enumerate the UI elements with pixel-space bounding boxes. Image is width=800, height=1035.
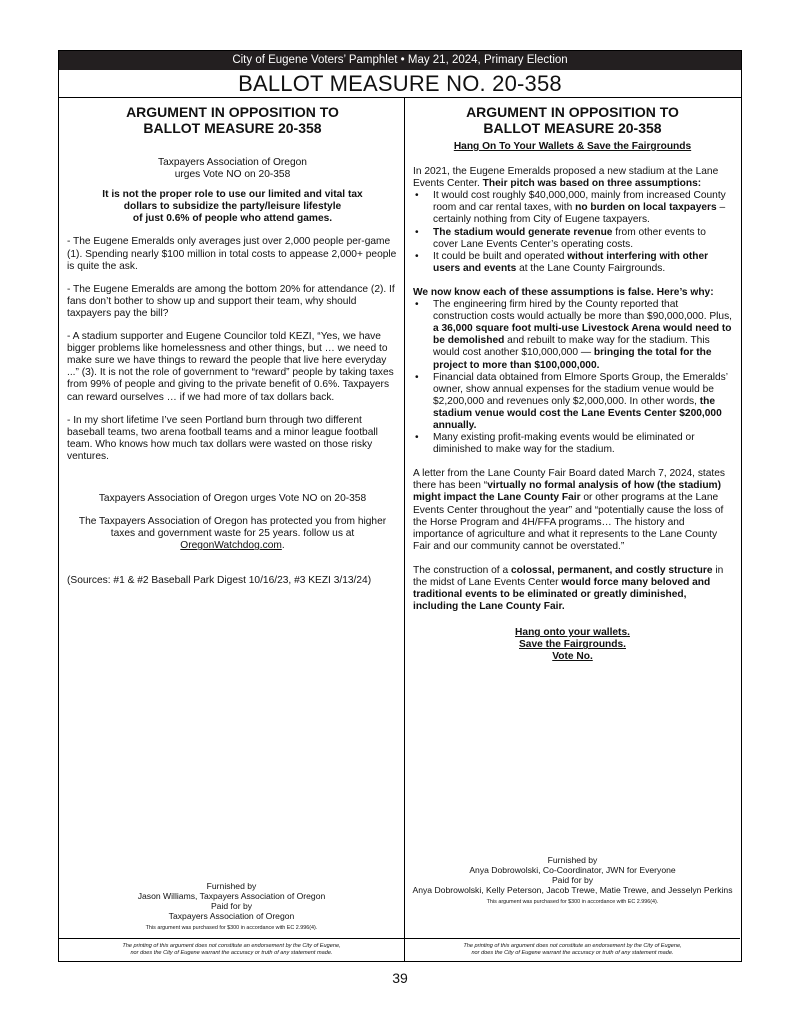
left-org-urge: urges Vote NO on 20-358 bbox=[174, 169, 291, 181]
left-disclaimer: The printing of this argument does not constitute an endorsement by the City of Eugene, nor does the City of Eugene warrant the accuracy or truth of any statement made. bbox=[59, 938, 404, 961]
right-subhead: Hang On To Your Wallets & Save the Fairgrounds bbox=[453, 141, 692, 152]
argument-columns bbox=[59, 98, 741, 961]
left-urge-line: Taxpayers Association of Oregon urges Vote NO on 20-358 bbox=[98, 492, 367, 504]
left-paragraph-3: - A stadium supporter and Eugene Councilor told KEZI, “Yes, we have bigger problems like homelessness and other things, but … we need to make sure we have things to reward the people that live here everyday ...” (3). It is not the role of government to “reward” people by taking taxes from 99% of people and giving to the private benefit of 0.6%. Taxpayers can reward ourselves … if we had more of tax dollars back. bbox=[67, 331, 394, 403]
measure-heading: BALLOT MEASURE NO. 20-358 bbox=[59, 70, 741, 98]
right-title: ARGUMENT IN OPPOSITION TO BALLOT MEASURE 20-358 bbox=[466, 104, 679, 136]
oregonwatchdog-link[interactable]: OregonWatchdog.com bbox=[180, 540, 282, 552]
list-item: • Many existing profit-making events would be eliminated or diminished to make way for the stadium. bbox=[413, 432, 732, 456]
list-item: • Financial data obtained from Elmore Sports Group, the Emeralds’ owner, show annual expenses for the stadium venue would be $2,200,000 and revenues only $2,000,000. In other words, the stadium venue would cost the Lane Events Center $200,000 annually. bbox=[413, 372, 732, 432]
list-item: • The stadium would generate revenue from other events to cover Lane Events Center’s operating costs. bbox=[413, 227, 732, 251]
assumptions-list bbox=[413, 190, 732, 275]
right-disclaimer: The printing of this argument does not constitute an endorsement by the City of Eugene, nor does the City of Eugene warrant the accuracy or truth of any statement made. bbox=[405, 938, 740, 961]
left-paragraph-1: - The Eugene Emeralds only averages just over 2,000 people per-game (1). Spending nearly $100 million in total costs to appease 2,000+ people is quite the ask. bbox=[67, 236, 397, 272]
list-item: • The engineering firm hired by the County reported that construction costs would actually be more than $90,000,000. Plus, a 36,000 square foot multi-use Livestock Arena would need to be demolished and rebuilt to make way for the stadium. This would cost another $10,000,000 — bringing the total for the project to more than $100,000,000. bbox=[413, 299, 732, 372]
left-argument bbox=[59, 98, 405, 961]
right-credits: Furnished by Anya Dobrowolski, Co-Coordinator, JWN for Everyone Paid for by Anya Dobrowolski, Kelly Peterson, Jacob Trewe, Matie Trewe, and Jesselyn Perkins This argument was purchased for $300 in accordance with EC 2.996(4). bbox=[405, 855, 740, 906]
closing-line-3: Vote No. bbox=[552, 651, 593, 663]
pamphlet-banner: City of Eugene Voters’ Pamphlet • May 21, 2024, Primary Election bbox=[59, 51, 741, 70]
right-intro: In 2021, the Eugene Emeralds proposed a new stadium at the Lane Events Center. Their pitch was based on three assumptions: bbox=[413, 166, 719, 190]
fair-board-letter: A letter from the Lane County Fair Board dated March 7, 2024, states there has been “virtually no formal analysis of how (the stadium) might impact the Lane County Fair or other programs at the Lane Events Center throughout the year” and “potentially cause the loss of the Horse Program and 4H/FFA programs… The history and importance of agriculture and what it represents to the Lane County Fair and our community cannot be overstated.” bbox=[413, 468, 726, 552]
left-org-line: Taxpayers Association of Oregon bbox=[158, 157, 307, 168]
left-credits: Furnished by Jason Williams, Taxpayers Association of Oregon Paid for by Taxpayers Association of Oregon This argument was purchased for $300 in accordance with EC 2.996(4). bbox=[59, 881, 404, 932]
pamphlet-page bbox=[58, 50, 742, 962]
left-intro-line3: of just 0.6% of people who attend games. bbox=[132, 213, 333, 225]
list-item: • It could be built and operated without interfering with other users and events at the Lane County Fairgrounds. bbox=[413, 251, 732, 275]
left-intro-line2: dollars to subsidize the party/leisure lifestyle bbox=[123, 201, 342, 213]
right-argument bbox=[405, 98, 740, 961]
left-sources: (Sources: #1 & #2 Baseball Park Digest 10/16/23, #3 KEZI 3/13/24) bbox=[67, 575, 372, 587]
list-item: • It would cost roughly $40,000,000, mainly from increased County room and car rental taxes, with no burden on local taxpayers – certainly nothing from City of Eugene taxpayers. bbox=[413, 190, 732, 226]
left-protect-paragraph: The Taxpayers Association of Oregon has protected you from higher taxes and government waste for 25 years. follow us at OregonWatchdog.com. bbox=[78, 516, 387, 552]
left-paragraph-4: - In my short lifetime I’ve seen Portland burn through two different baseball teams, two arena football teams and a minor league football team. Who knows how much tax dollars were wasted on those risky ventures. bbox=[67, 414, 378, 462]
reasons-list bbox=[413, 299, 732, 456]
left-intro-line1: It is not the proper role to use our limited and vital tax bbox=[102, 189, 363, 201]
left-paragraph-2: - The Eugene Emeralds are among the bottom 20% for attendance (2). If fans don’t bother to show up and support their team, why should taxpayers pay the bill? bbox=[67, 283, 395, 319]
left-purchase-note: This argument was purchased for $300 in accordance with EC 2.996(4). bbox=[145, 925, 318, 931]
page-number: 39 bbox=[392, 970, 408, 986]
right-purchase-note: This argument was purchased for $300 in accordance with EC 2.996(4). bbox=[486, 899, 659, 905]
false-assumptions-heading: We now know each of these assumptions is false. Here’s why: bbox=[413, 286, 714, 298]
left-title: ARGUMENT IN OPPOSITION TO BALLOT MEASURE 20-358 bbox=[126, 104, 339, 136]
closing-line-1: Hang onto your wallets. bbox=[515, 627, 630, 639]
construction-paragraph: The construction of a colossal, permanent, and costly structure in the midst of Lane Events Center would force many beloved and traditional events to be eliminated or greatly diminished, including the Lane County Fair. bbox=[413, 564, 724, 613]
closing-line-2: Save the Fairgrounds. bbox=[519, 639, 626, 651]
